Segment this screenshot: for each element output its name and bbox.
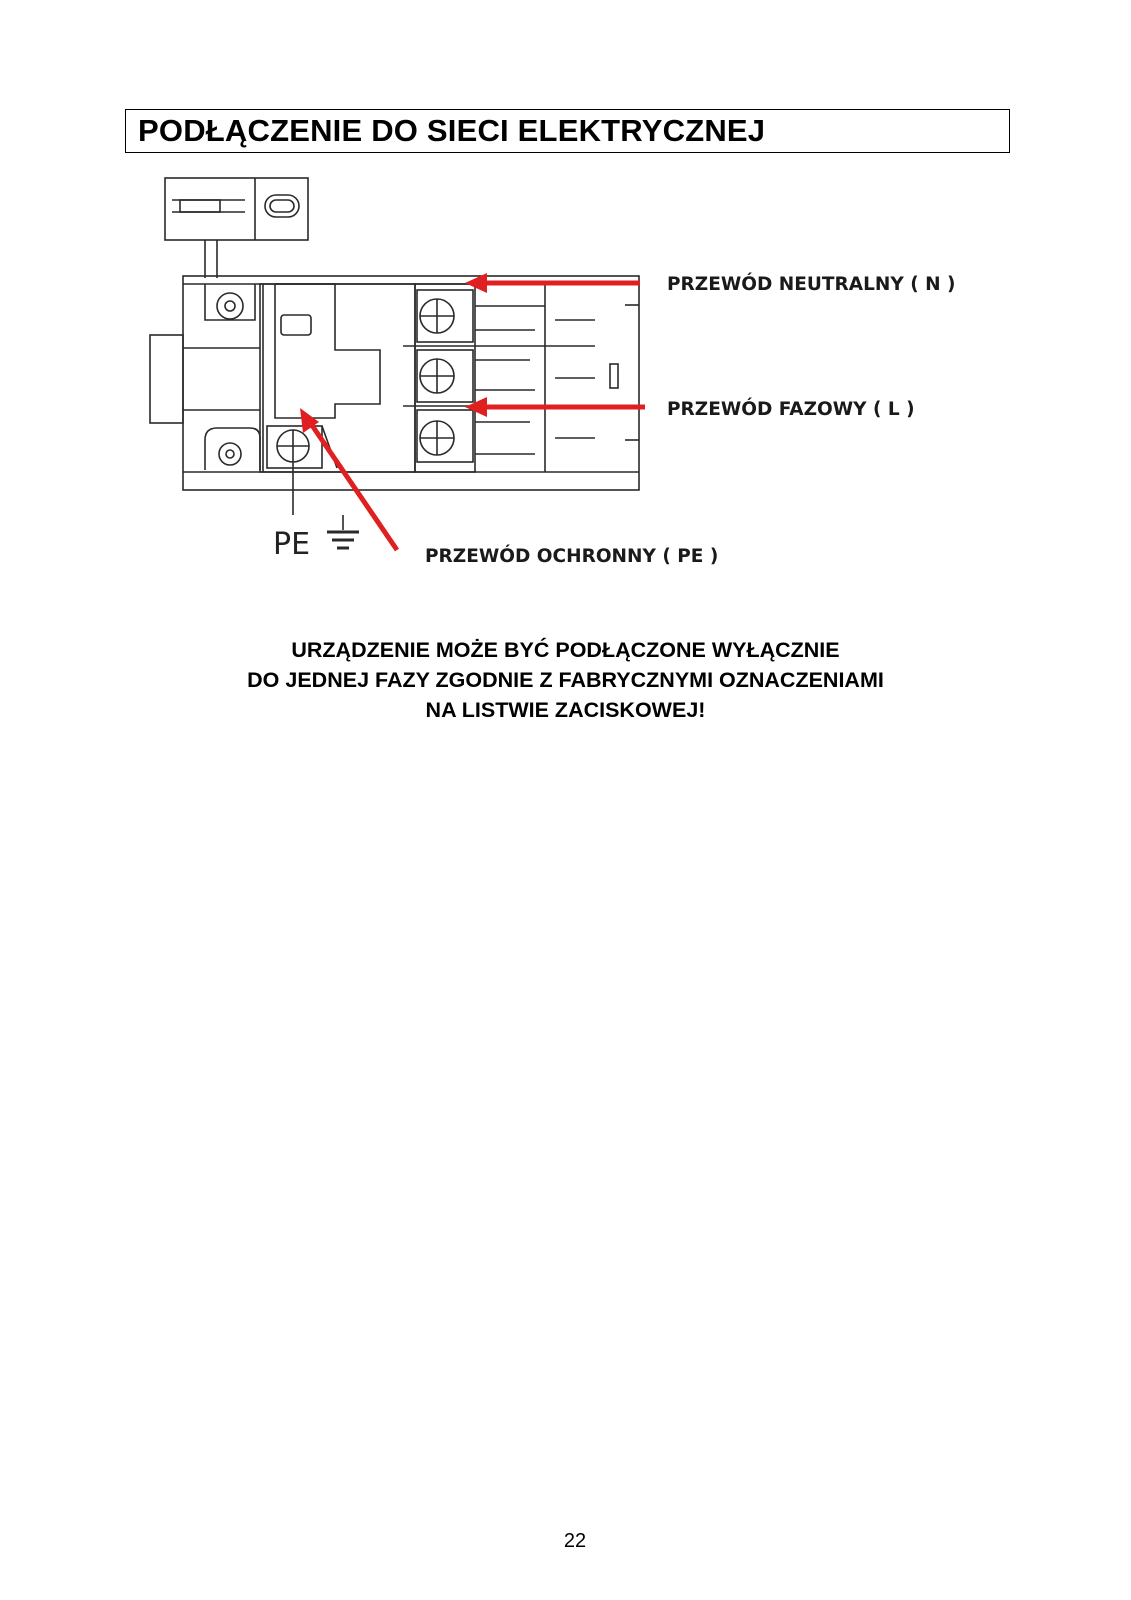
warning-line-1: URZĄDZENIE MOŻE BYĆ PODŁĄCZONE WYŁĄCZNIE	[291, 638, 840, 662]
top-clip	[165, 178, 308, 240]
warning-line-2: DO JEDNEJ FAZY ZGODNIE Z FABRYCZNYMI OZNACZENIAMI	[247, 668, 884, 692]
protective-wire-label: PRZEWÓD OCHRONNY ( PE )	[425, 546, 719, 567]
page-number: 22	[563, 1530, 587, 1552]
page-title: PODŁĄCZENIE DO SIECI ELEKTRYCZNEJ	[138, 113, 766, 148]
housing	[183, 276, 639, 490]
neutral-wire-label: PRZEWÓD NEUTRALNY ( N )	[667, 274, 956, 295]
connection-warning	[0, 635, 1131, 725]
terminal-block-diagram	[125, 170, 1025, 600]
warning-line-3: NA LISTWIE ZACISKOWEJ!	[425, 698, 706, 722]
phase-wire-label: PRZEWÓD FAZOWY ( L )	[667, 399, 915, 420]
section-title-box	[125, 109, 1010, 153]
pe-symbol-label: PE	[273, 527, 311, 562]
